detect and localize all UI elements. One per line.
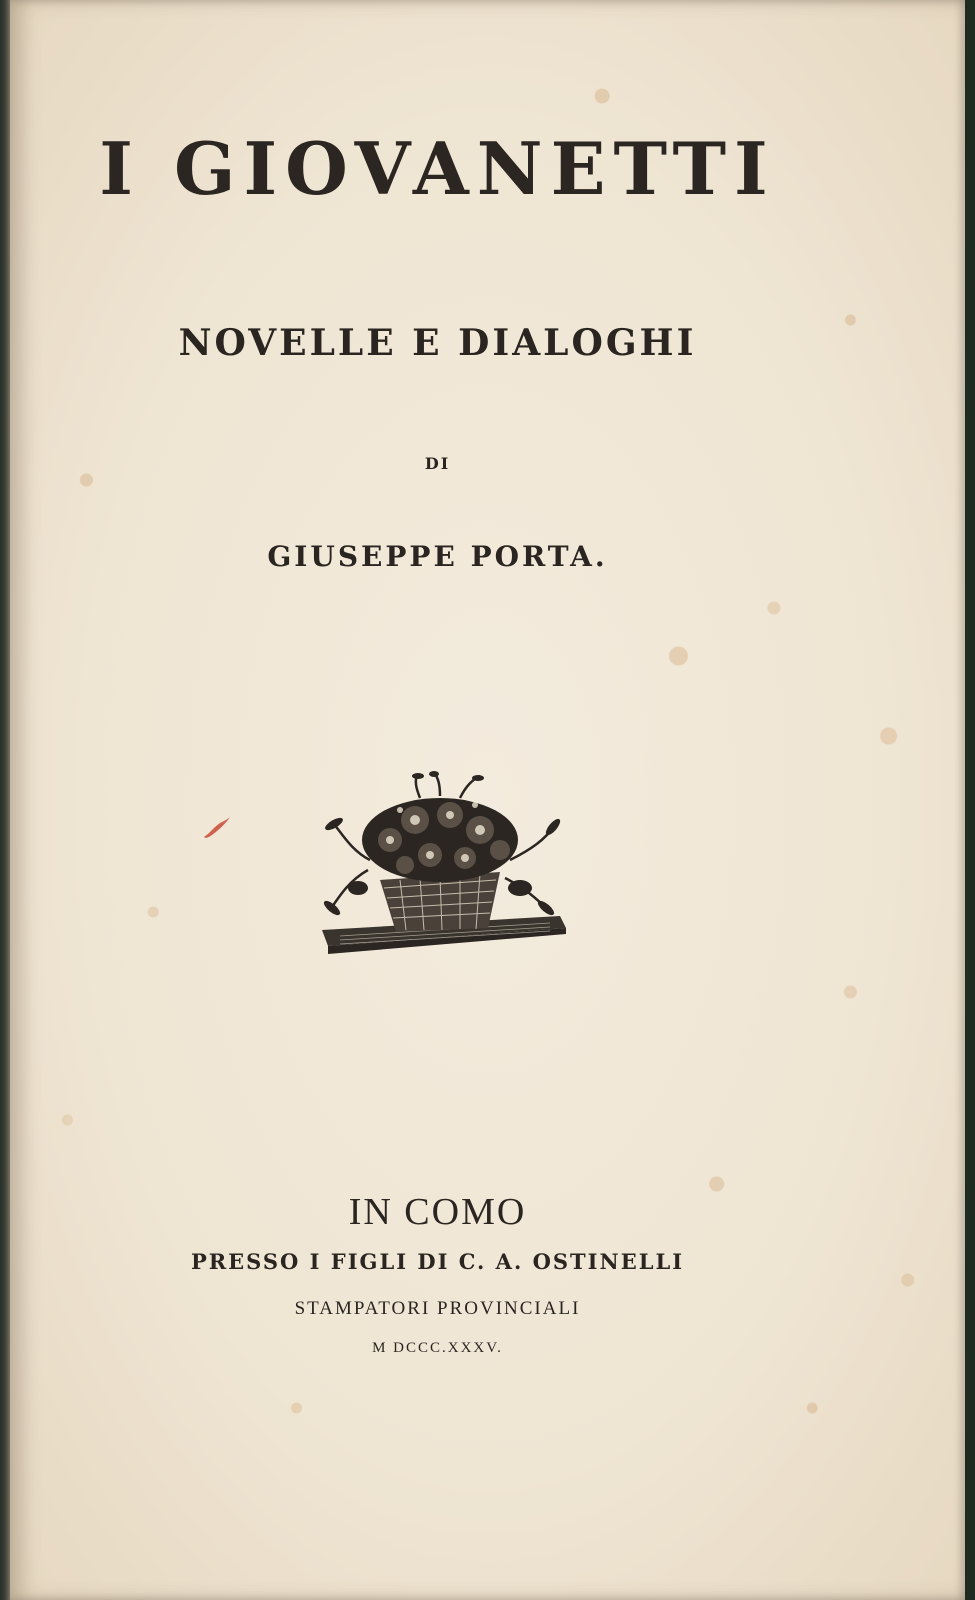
publication-year: M DCCC.XXXV. — [372, 1340, 503, 1356]
red-ink-mark — [200, 815, 234, 841]
printer-name: PRESSO I FIGLI DI C. A. OSTINELLI — [190, 1249, 685, 1274]
by-line: DI — [424, 454, 451, 473]
title-page — [10, 0, 965, 1600]
flower-basket-icon — [310, 770, 570, 960]
author-name: GIUSEPPE PORTA. — [267, 540, 608, 573]
publication-place: IN COMO — [348, 1191, 527, 1233]
printer-role: STAMPATORI PROVINCIALI — [294, 1298, 581, 1319]
book-subtitle: NOVELLE E DIALOGHI — [178, 322, 697, 364]
book-title: I GIOVANETTI — [99, 126, 776, 211]
